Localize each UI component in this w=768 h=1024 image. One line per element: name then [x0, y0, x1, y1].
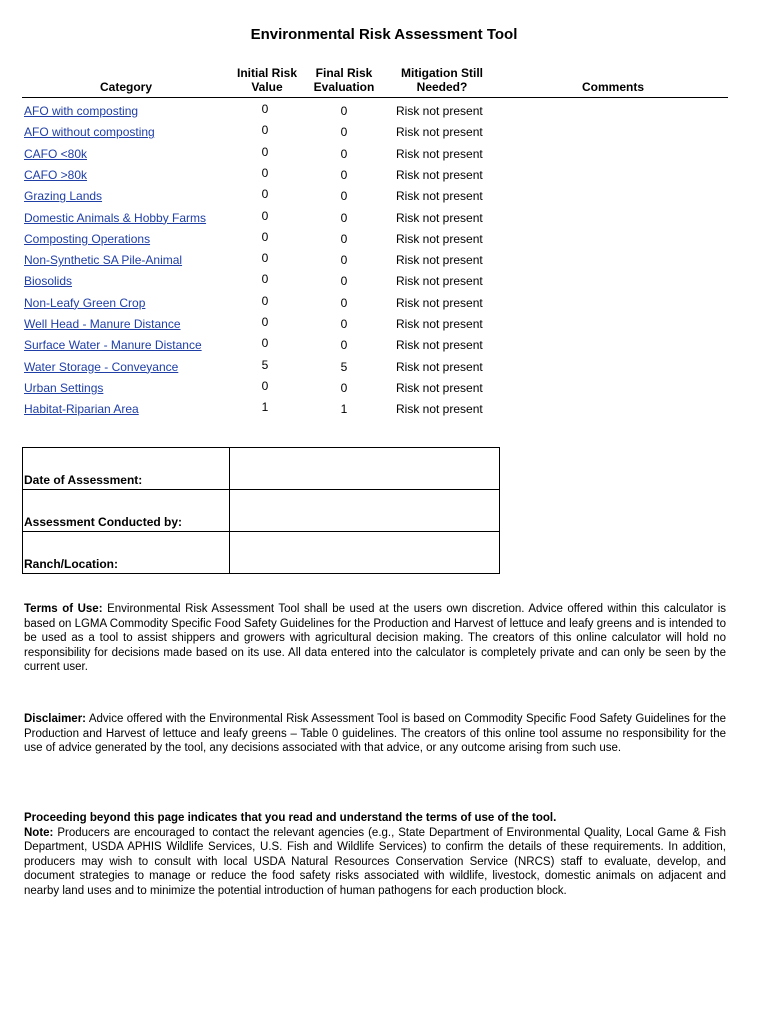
conducted-by-input[interactable]: [230, 490, 499, 531]
final-risk-value: 1: [340, 402, 348, 417]
final-risk-value: 0: [340, 295, 348, 310]
table-row: [0, 377, 768, 398]
form-row-date: [23, 448, 500, 490]
table-row: [0, 313, 768, 334]
initial-risk-value: 0: [261, 102, 269, 116]
mitigation-status: Risk not present: [396, 295, 483, 310]
category-link[interactable]: Non-Synthetic SA Pile-Animal: [24, 253, 183, 268]
terms-of-use: [24, 602, 726, 675]
category-link[interactable]: AFO with composting: [24, 104, 139, 118]
header-comments: [560, 80, 666, 94]
mitigation-status: Risk not present: [396, 210, 483, 225]
terms-label: Terms of Use:: [24, 603, 103, 615]
proceed-text: Proceeding beyond this page indicates that you read and understand the terms of use of the tool.: [24, 812, 557, 824]
category-link[interactable]: Well Head - Manure Distance: [24, 317, 181, 331]
table-row: [0, 228, 768, 249]
final-risk-value: 0: [340, 338, 348, 353]
initial-risk-value: 0: [261, 378, 269, 393]
date-cell: [229, 448, 499, 490]
mitigation-status: Risk not present: [396, 317, 483, 331]
mitigation-status: Risk not present: [396, 146, 483, 161]
initial-risk-value: 0: [261, 272, 269, 287]
disclaimer-text: Advice offered with the Environmental Risk Assessment Tool is based on Commodity Specific Food Safety Guidelines for the Production and Harvest of lettuce and leafy greens – Table 0 guidelines. The creators of this online tool assume no responsibility for the use of advice generated by the tool, any decisions associated with that advice, or any outcome arising from such use.: [24, 713, 726, 754]
table-row: [0, 100, 768, 121]
final-risk-value: 0: [340, 253, 348, 268]
initial-risk-value: 0: [261, 187, 269, 202]
category-link[interactable]: Water Storage - Conveyance: [24, 359, 179, 374]
note-label: Note:: [24, 826, 54, 839]
note: [24, 826, 726, 899]
mitigation-status: Risk not present: [396, 359, 483, 374]
initial-risk-value: 0: [261, 336, 269, 351]
ranch-location-cell: [229, 532, 499, 574]
category-link[interactable]: Surface Water - Manure Distance: [24, 338, 202, 353]
initial-risk-value: 5: [261, 357, 269, 372]
category-link[interactable]: Non-Leafy Green Crop: [24, 295, 146, 310]
table-row: [0, 207, 768, 228]
header-mitigation-line1: Mitigation Still: [401, 66, 483, 80]
page-title: Environmental Risk Assessment Tool: [250, 26, 518, 43]
initial-risk-value: 0: [261, 315, 269, 329]
final-risk-value: 0: [340, 125, 348, 140]
mitigation-status: Risk not present: [396, 104, 483, 118]
date-input[interactable]: [230, 448, 499, 489]
assessment-form: [22, 447, 500, 574]
header-mitigation-line2: Needed?: [416, 80, 468, 94]
category-link[interactable]: Composting Operations: [24, 231, 151, 246]
initial-risk-value: 1: [261, 400, 269, 415]
table-row: [0, 121, 768, 142]
header-category: [80, 80, 172, 94]
terms-text: Environmental Risk Assessment Tool shall be used at the users own discretion. Advice offered within this calculator is based on LGMA Commodity Specific Food Safety Guidelines for the Production and Harvest of lettuce and leafy greens and is intended to be used as a tool to assist shippers and growers with agricultural decision making. The creators of this online calculator will hold no responsibility for decisions made based on its use. All data entered into the calculator is completely private and can only be seen by the current user.: [24, 603, 726, 673]
category-link[interactable]: Grazing Lands: [24, 189, 103, 204]
disclaimer-label: Disclaimer:: [24, 713, 87, 725]
category-link[interactable]: AFO without composting: [24, 125, 155, 140]
category-link[interactable]: Biosolids: [24, 274, 73, 289]
table-row: [0, 143, 768, 164]
category-link[interactable]: Urban Settings: [24, 380, 104, 395]
table-row: [0, 249, 768, 270]
final-risk-value: 0: [340, 380, 348, 395]
table-row: [0, 164, 768, 185]
header-initial-line2: Value: [251, 80, 283, 94]
initial-risk-value: 0: [261, 144, 269, 159]
mitigation-status: Risk not present: [396, 402, 483, 417]
table-row: [0, 270, 768, 291]
form-row-ranch: [23, 532, 500, 574]
final-risk-value: 0: [340, 189, 348, 204]
header-initial-line1: Initial Risk: [236, 66, 298, 80]
date-label: Date of Assessment:: [23, 448, 230, 490]
initial-risk-value: 0: [261, 229, 269, 244]
mitigation-status: Risk not present: [396, 167, 483, 182]
header-mitigation: [390, 66, 494, 94]
header-initial-risk: [230, 66, 304, 94]
ranch-location-input[interactable]: [230, 532, 499, 573]
table-row: [0, 334, 768, 355]
mitigation-status: Risk not present: [396, 253, 483, 268]
table-row: [0, 356, 768, 377]
final-risk-value: 0: [340, 104, 348, 118]
final-risk-value: 0: [340, 210, 348, 225]
header-final-risk: [306, 66, 382, 94]
proceed-notice: [24, 811, 726, 826]
final-risk-value: 0: [340, 317, 348, 331]
table-row: [0, 398, 768, 419]
category-link[interactable]: Domestic Animals & Hobby Farms: [24, 210, 207, 225]
conducted-by-cell: [229, 490, 499, 532]
final-risk-value: 0: [340, 274, 348, 289]
mitigation-status: Risk not present: [396, 338, 483, 353]
disclaimer: [24, 712, 726, 756]
mitigation-status: Risk not present: [396, 189, 483, 204]
mitigation-status: Risk not present: [396, 274, 483, 289]
table-row: [0, 292, 768, 313]
final-risk-value: 0: [340, 146, 348, 161]
initial-risk-value: 0: [261, 251, 269, 266]
header-category-label: Category: [99, 80, 152, 94]
final-risk-value: 0: [340, 231, 348, 246]
conducted-by-label: Assessment Conducted by:: [23, 490, 230, 532]
initial-risk-value: 0: [261, 208, 269, 223]
mitigation-status: Risk not present: [396, 380, 483, 395]
initial-risk-value: 0: [261, 123, 269, 138]
mitigation-status: Risk not present: [396, 125, 483, 140]
category-link[interactable]: Habitat-Riparian Area: [24, 402, 139, 417]
initial-risk-value: 0: [261, 165, 269, 180]
ranch-location-label: Ranch/Location:: [23, 532, 230, 574]
category-link[interactable]: CAFO >80k: [24, 167, 88, 182]
initial-risk-value: 0: [261, 293, 269, 308]
final-risk-value: 0: [340, 167, 348, 182]
header-divider: [22, 97, 728, 98]
category-link[interactable]: CAFO <80k: [24, 146, 88, 161]
header-comments-label: Comments: [581, 80, 644, 94]
table-row: [0, 185, 768, 206]
form-row-conducted: [23, 490, 500, 532]
note-text: Producers are encouraged to contact the relevant agencies (e.g., State Department of Environmental Quality, Local Game & Fish Department, USDA APHIS Wildlife Services, U.S. Fish and Wildlife Services) to confirm the details of these requirements. In addition, producers may wish to consult with local USDA Natural Resources Conservation Service (NRCS) staff to evaluate, develop, and document strategies to manage or reduce the food safety risks associated with wildlife, livestock, domestic animals on adjacent and nearby land uses and to minimize the potential introduction of human pathogens for each production block.: [24, 826, 726, 897]
mitigation-status: Risk not present: [396, 231, 483, 246]
header-final-line2: Evaluation: [313, 80, 375, 94]
final-risk-value: 5: [340, 359, 348, 374]
header-final-line1: Final Risk: [315, 66, 373, 80]
